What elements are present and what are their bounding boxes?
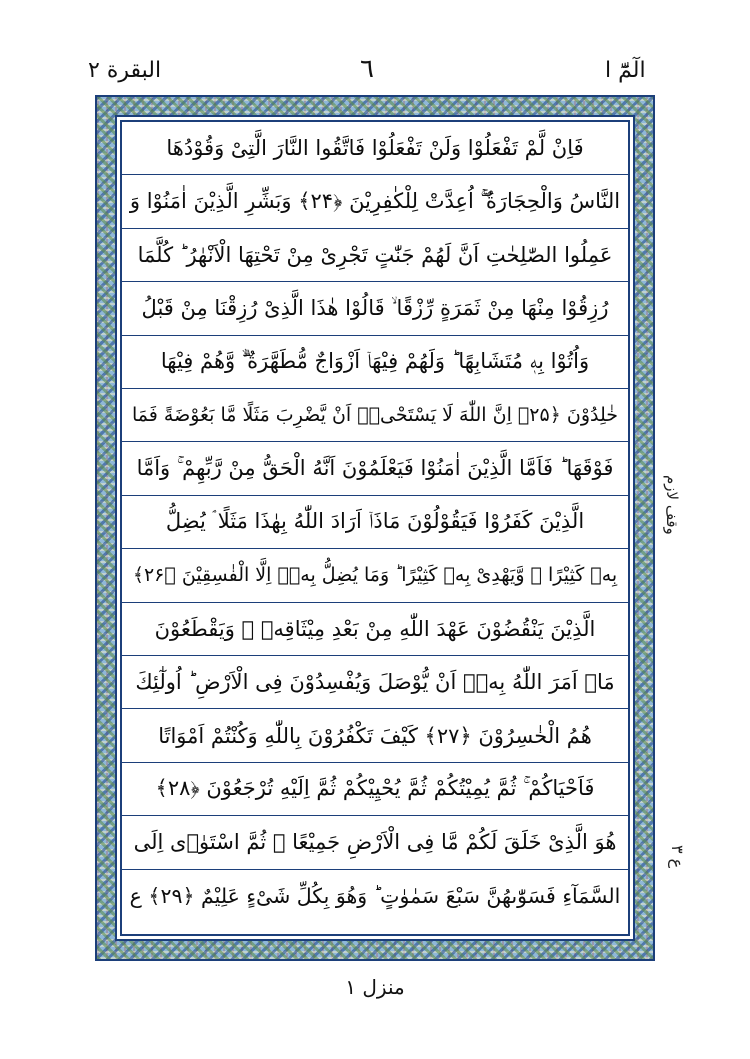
ornamental-border [95,95,655,961]
page-footer [0,975,750,1015]
page-number: ٦ [360,54,374,84]
verse-line [122,122,628,175]
verse-text: الَّذِیْنَ یَنْقُضُوْنَ عَهْدَ اللّٰهِ مِنْ بَعْدِ مِیْثَاقِهٖ ۪ وَیَقْطَعُوْنَ [154,616,596,641]
verse-text: وَاُتُوْا بِهٖ مُتَشَابِهًا ؕ وَلَهُمْ فِیْهَاۤ اَزْوَاجٌ مُّطَهَّرَةٌ ۙۗ وَّهُمْ فِیْهَا [160,349,590,374]
verse-line [122,603,628,656]
verse-line [122,709,628,762]
verse-text: عَمِلُوا الصّٰلِحٰتِ اَنَّ لَهُمْ جَنّٰتٍ تَجْرِیْ مِنْ تَحْتِهَا الْاَنْهٰرُ ؕ كُلَّمَا [137,242,613,267]
text-panel [120,120,630,936]
juz-name: الٓمّٓ ا [605,58,646,83]
verse-text: الَّذِیْنَ كَفَرُوْا فَیَقُوْلُوْنَ مَاذَاۤ اَرَادَ اللّٰهُ بِهٰذَا مَثَلًا ۘ یُضِلُّ [165,509,585,534]
verse-text: بِهٖ كَثِیْرًا ۙ وَّیَهْدِیْ بِهٖ كَثِیْرًا ؕ وَمَا یُضِلُّ بِهٖۤ اِلَّا الْفٰسِقِیْنَ ﴿۲۶﴾ [132,564,618,587]
verse-text: رُزِقُوْا مِنْهَا مِنْ ثَمَرَةٍ رِّزْقًا ۙ قَالُوْا هٰذَا الَّذِیْ رُزِقْنَا مِنْ قَبْلُ [141,295,609,320]
verse-line [122,336,628,389]
verse-line [122,229,628,282]
verse-text: فَوْقَهَا ؕ فَاَمَّا الَّذِیْنَ اٰمَنُوْا فَیَعْلَمُوْنَ اَنَّهُ الْحَقُّ مِنْ رَّبِّهِمْ ۚ وَاَمَّا [136,456,614,481]
verse-text: فَاِنْ لَّمْ تَفْعَلُوْا وَلَنْ تَفْعَلُوْا فَاتَّقُوا النَّارَ الَّتِیْ وَقُوْدُهَا [166,136,584,161]
verse-line [122,763,628,816]
verse-line [122,870,628,923]
verse-text: النَّاسُ وَالْحِجَارَةُ ۖۚ اُعِدَّتْ لِلْكٰفِرِیْنَ ﴿۲۴﴾ وَبَشِّرِ الَّذِیْنَ اٰمَنُوْا وَ [129,189,621,214]
verse-text: فَاَحْیَاكُمْ ۚ ثُمَّ یُمِیْتُكُمْ ثُمَّ یُحْیِیْكُمْ ثُمَّ اِلَیْهِ تُرْجَعُوْنَ ﴿۲۸﴾ [155,776,595,801]
verse-line [122,389,628,442]
page-header [0,0,750,95]
surah-name: البقرة ٢ [88,58,162,83]
verse-line [122,816,628,869]
verse-text: هُمُ الْخٰسِرُوْنَ ﴿۲۷﴾ كَیْفَ تَكْفُرُوْنَ بِاللّٰهِ وَكُنْتُمْ اَمْوَاتًا [158,723,592,748]
verse-text: خٰلِدُوْنَ ﴿۲۵﴾ اِنَّ اللّٰهَ لَا یَسْتَحْیٖۤ اَنْ یَّضْرِبَ مَثَلًا مَّا بَعُوْضَةً فَمَا [131,404,619,427]
verse-line [122,175,628,228]
verse-line [122,496,628,549]
verse-text: السَّمَآءِ فَسَوّٰىهُنَّ سَبْعَ سَمٰوٰتٍ ؕ وَهُوَ بِكُلِّ شَیْءٍ عَلِیْمٌ ﴿۲۹﴾ ع [129,884,621,909]
verse-line [122,282,628,335]
ruku-marker: ع ٣ [668,845,687,869]
verse-line [122,442,628,495]
waqf-lazim-marker: وقف لازم [663,475,681,535]
manzil-label: منزل ١ [345,975,405,999]
verse-text: هُوَ الَّذِیْ خَلَقَ لَكُمْ مَّا فِی الْاَرْضِ جَمِیْعًا ۗ ثُمَّ اسْتَوٰۤى اِلَى [133,830,617,855]
verse-line [122,656,628,709]
verse-text: مَاۤ اَمَرَ اللّٰهُ بِهٖۤ اَنْ یُّوْصَلَ وَیُفْسِدُوْنَ فِی الْاَرْضِ ؕ اُولٰٓئِكَ [135,670,615,695]
verse-line [122,549,628,602]
